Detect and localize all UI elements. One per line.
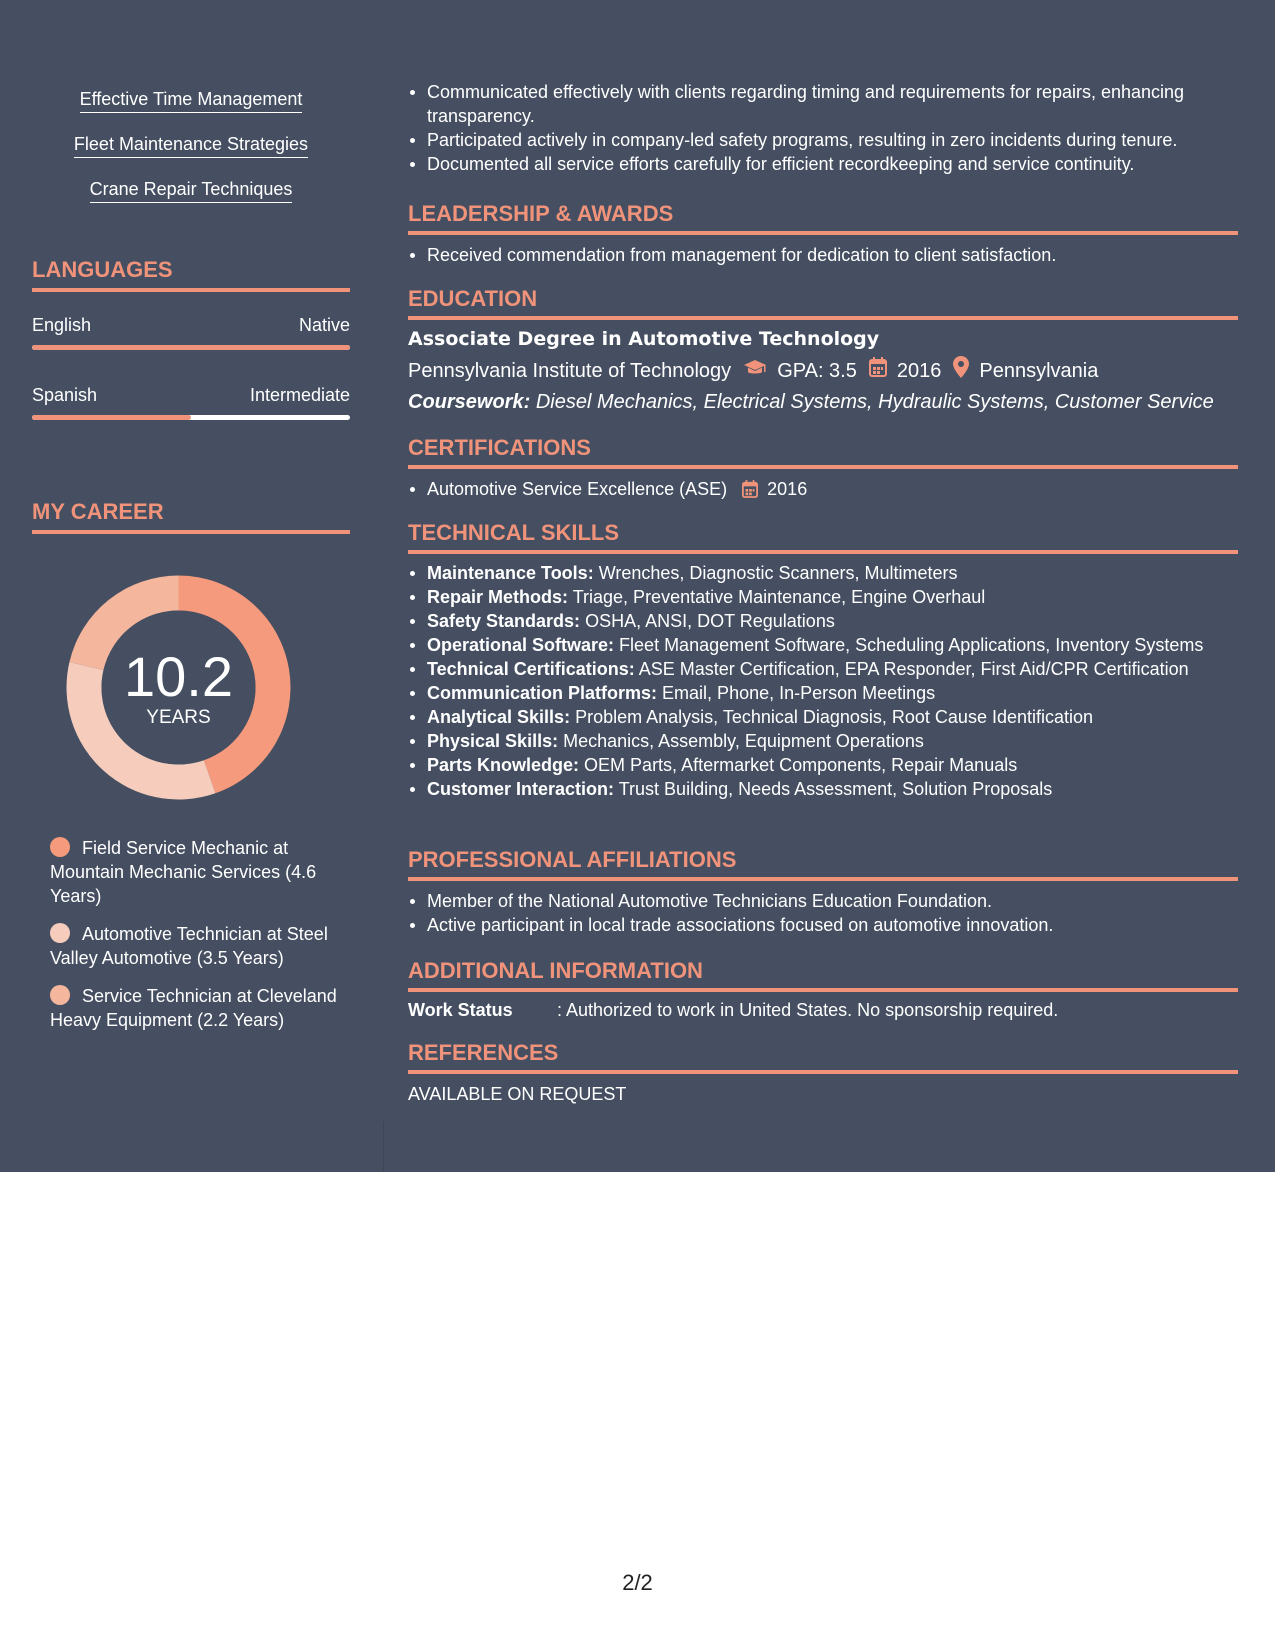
affiliation-item: Member of the National Automotive Technicians Education Foundation.	[408, 889, 1238, 913]
experience-bullet: Documented all service efforts carefully for efficient recordkeeping and service continuity.	[408, 152, 1238, 176]
skill-link[interactable]: Fleet Maintenance Strategies	[74, 133, 308, 158]
technical-skill-item	[408, 585, 1238, 609]
skill-label: Customer Interaction:	[427, 779, 615, 799]
coursework-label: Coursework:	[408, 391, 531, 413]
career-legend-text: Automotive Technician at Steel Valley Automotive (3.5 Years)	[50, 924, 328, 968]
location-pin-icon	[953, 356, 969, 385]
language-bar-fill	[32, 345, 350, 350]
skill-label: Operational Software:	[427, 635, 615, 655]
skill-label: Communication Platforms:	[427, 683, 658, 703]
skill-value: Problem Analysis, Technical Diagnosis, Root Cause Identification	[575, 707, 1094, 727]
career-donut-chart	[66, 575, 291, 800]
references-text: AVAILABLE ON REQUEST	[408, 1084, 627, 1104]
education-entry	[408, 326, 1238, 415]
legend-dot	[50, 985, 70, 1005]
language-level: Intermediate	[249, 385, 350, 405]
skill-value: Fleet Management Software, Scheduling Applications, Inventory Systems	[619, 635, 1204, 655]
skill-value: OSHA, ANSI, DOT Regulations	[585, 611, 835, 631]
affiliations-heading: PROFESSIONAL AFFILIATIONS	[408, 846, 1238, 881]
page-number: 2/2	[622, 1570, 653, 1595]
technical-skill-item	[408, 681, 1238, 705]
references-heading: REFERENCES	[408, 1039, 1238, 1074]
languages-heading: LANGUAGES	[32, 256, 350, 292]
education-heading: EDUCATION	[408, 285, 1238, 320]
technical-skill-item	[408, 633, 1238, 657]
certifications-heading: CERTIFICATIONS	[408, 434, 1238, 469]
career-legend-text: Service Technician at Cleveland Heavy Equipment (2.2 Years)	[50, 986, 337, 1030]
career-legend	[50, 836, 340, 1046]
technical-skill-item	[408, 705, 1238, 729]
technical-skills-heading: TECHNICAL SKILLS	[408, 519, 1238, 554]
school-location: Pennsylvania	[979, 359, 1099, 382]
language-english	[32, 314, 350, 350]
technical-skill-item	[408, 657, 1238, 681]
affiliation-item: Active participant in local trade associations focused on automotive innovation.	[408, 913, 1238, 937]
skill-value: ASE Master Certification, EPA Responder, First Aid/CPR Certification	[638, 659, 1189, 679]
skill-label: Repair Methods:	[427, 587, 569, 607]
calendar-icon	[742, 480, 758, 504]
gpa: GPA: 3.5	[777, 359, 857, 382]
technical-skill-item	[408, 753, 1238, 777]
skill-label: Physical Skills:	[427, 731, 559, 751]
skill-value: Wrenches, Diagnostic Scanners, Multimeters	[598, 563, 958, 583]
additional-info-heading: ADDITIONAL INFORMATION	[408, 957, 1238, 992]
experience-bullet: Participated actively in company-led safety programs, resulting in zero incidents during tenure.	[408, 128, 1238, 152]
graduation-year: 2016	[896, 359, 942, 382]
column-divider	[383, 1122, 384, 1172]
skill-links	[32, 88, 350, 223]
coursework-list: Diesel Mechanics, Electrical Systems, Hydraulic Systems, Customer Service	[535, 391, 1214, 413]
leadership-heading: LEADERSHIP & AWARDS	[408, 200, 1238, 235]
career-heading: MY CAREER	[32, 498, 350, 534]
technical-skill-item	[408, 729, 1238, 753]
work-status-label: Work Status	[408, 1000, 513, 1020]
school-name: Pennsylvania Institute of Technology	[408, 359, 732, 382]
language-level: Native	[298, 315, 350, 335]
career-legend-item	[50, 984, 340, 1032]
language-bar	[32, 345, 350, 350]
skill-label: Technical Certifications:	[427, 659, 635, 679]
language-bar-fill	[32, 415, 191, 420]
career-total-years: 10.2	[124, 644, 233, 708]
certification-item	[408, 477, 1238, 504]
education-meta	[408, 356, 1238, 385]
certifications-list	[408, 477, 1238, 504]
skill-label: Maintenance Tools:	[427, 563, 594, 583]
legend-dot	[50, 837, 70, 857]
affiliations-list	[408, 889, 1238, 937]
leadership-list	[408, 243, 1238, 267]
skill-link[interactable]: Effective Time Management	[80, 88, 303, 113]
coursework	[408, 389, 1238, 415]
skill-link[interactable]: Crane Repair Techniques	[90, 178, 293, 203]
technical-skills-list	[408, 561, 1238, 801]
career-years-unit: YEARS	[146, 706, 211, 728]
experience-bullet: Communicated effectively with clients regarding timing and requirements for repairs, enhancing transparency.	[408, 80, 1238, 128]
work-status-row	[408, 998, 1238, 1022]
degree-title: Associate Degree in Automotive Technology	[408, 328, 880, 350]
technical-skill-item	[408, 777, 1238, 801]
donut-center	[66, 575, 291, 800]
calendar-icon	[869, 357, 887, 384]
graduation-cap-icon	[743, 358, 767, 384]
language-name: Spanish	[32, 385, 98, 405]
skill-value: OEM Parts, Aftermarket Components, Repair Manuals	[584, 755, 1018, 775]
skill-value: Triage, Preventative Maintenance, Engine Overhaul	[572, 587, 986, 607]
skill-value: Trust Building, Needs Assessment, Solution Proposals	[618, 779, 1053, 799]
career-legend-text: Field Service Mechanic at Mountain Mechanic Services (4.6 Years)	[50, 838, 317, 906]
career-legend-item	[50, 836, 340, 908]
skill-label: Safety Standards:	[427, 611, 581, 631]
legend-dot	[50, 923, 70, 943]
certification-name: Automotive Service Excellence (ASE)	[427, 479, 728, 499]
career-legend-item	[50, 922, 340, 970]
language-spanish	[32, 384, 350, 420]
experience-bullets	[408, 80, 1238, 176]
language-bar	[32, 415, 350, 420]
skill-value: Email, Phone, In-Person Meetings	[662, 683, 936, 703]
leadership-item: Received commendation from management for dedication to client satisfaction.	[408, 243, 1238, 267]
skill-label: Parts Knowledge:	[427, 755, 580, 775]
skill-value: Mechanics, Assembly, Equipment Operations	[563, 731, 924, 751]
technical-skill-item	[408, 609, 1238, 633]
work-status-value: : Authorized to work in United States. No sponsorship required.	[557, 1000, 1059, 1020]
technical-skill-item	[408, 561, 1238, 585]
certification-year: 2016	[767, 479, 808, 499]
language-name: English	[32, 315, 92, 335]
skill-label: Analytical Skills:	[427, 707, 571, 727]
